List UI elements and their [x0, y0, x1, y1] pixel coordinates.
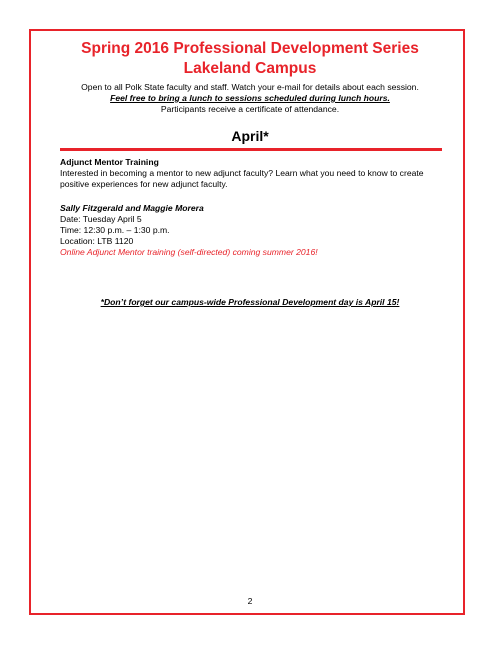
month-divider	[60, 148, 442, 151]
session-title: Adjunct Mentor Training	[60, 157, 159, 167]
month-heading: April*	[231, 128, 269, 144]
session-description: Interested in becoming a mentor to new adjunct faculty? Learn what you need to know to create positive experiences for new adjunct faculty.	[60, 168, 424, 189]
page-number: 2	[247, 596, 253, 606]
session-date: Date: Tuesday April 5	[60, 214, 142, 224]
session-time: Time: 12:30 p.m. – 1:30 p.m.	[60, 225, 170, 235]
pd-day-reminder: *Don’t forget our campus-wide Professional Development day is April 15!	[100, 297, 400, 307]
session-location: Location: LTB 1120	[60, 236, 134, 246]
session-presenters: Sally Fitzgerald and Maggie Morera	[60, 203, 204, 213]
intro-text: Open to all Polk State faculty and staff. Watch your e-mail for details about each session.	[81, 82, 419, 92]
campus-title: Lakeland Campus	[183, 60, 317, 77]
certificate-note: Participants receive a certificate of attendance.	[160, 104, 340, 114]
lunch-note: Feel free to bring a lunch to sessions scheduled during lunch hours.	[110, 93, 390, 103]
series-title: Spring 2016 Professional Development Series	[81, 40, 419, 57]
page-border	[29, 29, 465, 615]
online-training-note: Online Adjunct Mentor training (self-directed) coming summer 2016!	[60, 247, 318, 257]
